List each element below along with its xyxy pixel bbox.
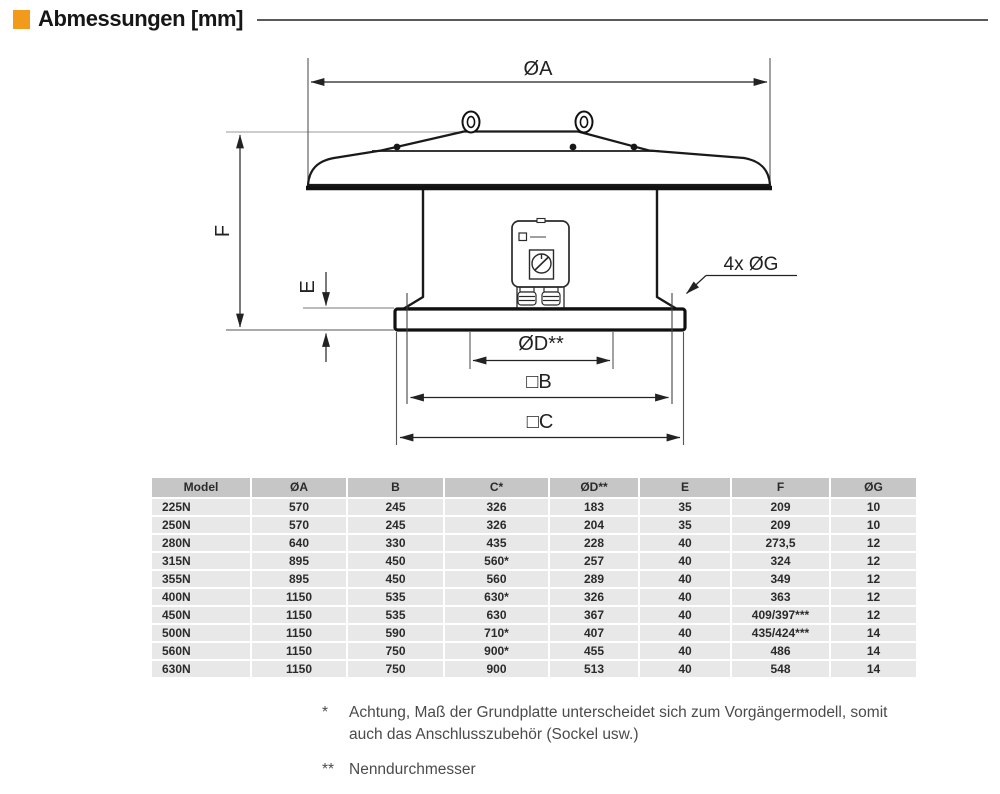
value-cell: 326 <box>550 589 638 605</box>
dim-label-square-c: □C <box>526 411 554 433</box>
cable-gland <box>542 287 560 305</box>
model-cell: 400N <box>152 589 250 605</box>
value-cell: 12 <box>831 589 916 605</box>
value-cell: 40 <box>640 589 730 605</box>
value-cell: 40 <box>640 661 730 677</box>
section-header <box>0 0 1000 38</box>
column-header: B <box>348 478 443 497</box>
value-cell: 1150 <box>252 589 346 605</box>
footnote <box>316 702 916 746</box>
value-cell: 14 <box>831 643 916 659</box>
title-rule <box>257 19 988 21</box>
footnote-marker: ** <box>322 761 335 778</box>
table-row <box>152 625 916 641</box>
column-header: ØG <box>831 478 916 497</box>
footnote <box>316 759 916 781</box>
table-row <box>152 661 916 677</box>
value-cell: 1150 <box>252 661 346 677</box>
value-cell: 35 <box>640 499 730 515</box>
table-row <box>152 517 916 533</box>
value-cell: 900 <box>445 661 548 677</box>
table-row <box>152 535 916 551</box>
value-cell: 12 <box>831 607 916 623</box>
table-row <box>152 589 916 605</box>
value-cell: 900* <box>445 643 548 659</box>
model-cell: 630N <box>152 661 250 677</box>
footnotes <box>316 702 916 794</box>
value-cell: 349 <box>732 571 829 587</box>
value-cell: 289 <box>550 571 638 587</box>
value-cell: 435 <box>445 535 548 551</box>
value-cell: 535 <box>348 589 443 605</box>
value-cell: 450 <box>348 553 443 569</box>
value-cell: 273,5 <box>732 535 829 551</box>
dim-label-square-b: □B <box>526 371 552 393</box>
value-cell: 1150 <box>252 607 346 623</box>
value-cell: 245 <box>348 517 443 533</box>
dim-label-e: E <box>297 280 319 294</box>
dim-label-f: F <box>212 224 234 238</box>
model-cell: 250N <box>152 517 250 533</box>
value-cell: 590 <box>348 625 443 641</box>
value-cell: 40 <box>640 643 730 659</box>
model-cell: 280N <box>152 535 250 551</box>
value-cell: 326 <box>445 517 548 533</box>
value-cell: 209 <box>732 499 829 515</box>
value-cell: 40 <box>640 553 730 569</box>
value-cell: 750 <box>348 643 443 659</box>
column-header: Model <box>152 478 250 497</box>
cable-gland <box>518 287 536 305</box>
dimensions-table-wrap <box>150 476 900 679</box>
column-header: E <box>640 478 730 497</box>
fan-hood <box>306 112 772 189</box>
holes-callout-leader <box>687 276 707 294</box>
dim-label-dia-d: ØD** <box>518 333 564 355</box>
model-cell: 225N <box>152 499 250 515</box>
table-header-row <box>152 478 916 497</box>
model-cell: 315N <box>152 553 250 569</box>
value-cell: 324 <box>732 553 829 569</box>
dimensions-table <box>150 476 918 679</box>
value-cell: 14 <box>831 625 916 641</box>
value-cell: 895 <box>252 571 346 587</box>
value-cell: 1150 <box>252 625 346 641</box>
value-cell: 407 <box>550 625 638 641</box>
value-cell: 228 <box>550 535 638 551</box>
page-title: Abmessungen [mm] <box>38 6 244 31</box>
table-row <box>152 607 916 623</box>
value-cell: 486 <box>732 643 829 659</box>
dim-label-dia-a: ØA <box>523 58 553 80</box>
value-cell: 630 <box>445 607 548 623</box>
value-cell: 10 <box>831 517 916 533</box>
value-cell: 450 <box>348 571 443 587</box>
value-cell: 570 <box>252 499 346 515</box>
accent-square-icon <box>13 10 30 29</box>
footnote-text: Achtung, Maß der Grundplatte unterscheidet sich zum Vorgängermodell, somit auch das Anschlusszubehör (Sockel usw.) <box>349 704 888 743</box>
model-cell: 355N <box>152 571 250 587</box>
value-cell: 12 <box>831 571 916 587</box>
column-header: C* <box>445 478 548 497</box>
value-cell: 363 <box>732 589 829 605</box>
hood-outline <box>308 132 770 186</box>
value-cell: 710* <box>445 625 548 641</box>
value-cell: 560 <box>445 571 548 587</box>
table-body <box>152 499 916 677</box>
value-cell: 640 <box>252 535 346 551</box>
base-plate <box>395 309 685 330</box>
table-row <box>152 643 916 659</box>
value-cell: 513 <box>550 661 638 677</box>
lifting-eye-right <box>576 112 593 133</box>
value-cell: 40 <box>640 625 730 641</box>
value-cell: 435/424*** <box>732 625 829 641</box>
table-row <box>152 499 916 515</box>
value-cell: 204 <box>550 517 638 533</box>
value-cell: 40 <box>640 607 730 623</box>
model-cell: 560N <box>152 643 250 659</box>
extension-lines <box>226 58 770 445</box>
table-row <box>152 571 916 587</box>
terminal-box <box>512 219 569 310</box>
value-cell: 183 <box>550 499 638 515</box>
footnote-text: Nenndurchmesser <box>349 761 476 778</box>
value-cell: 35 <box>640 517 730 533</box>
value-cell: 560* <box>445 553 548 569</box>
value-cell: 14 <box>831 661 916 677</box>
value-cell: 455 <box>550 643 638 659</box>
value-cell: 10 <box>831 499 916 515</box>
value-cell: 548 <box>732 661 829 677</box>
table-row <box>152 553 916 569</box>
value-cell: 895 <box>252 553 346 569</box>
model-cell: 500N <box>152 625 250 641</box>
value-cell: 367 <box>550 607 638 623</box>
value-cell: 409/397*** <box>732 607 829 623</box>
value-cell: 12 <box>831 535 916 551</box>
value-cell: 209 <box>732 517 829 533</box>
value-cell: 570 <box>252 517 346 533</box>
value-cell: 40 <box>640 571 730 587</box>
footnote-marker: * <box>322 704 329 721</box>
column-header: ØA <box>252 478 346 497</box>
value-cell: 330 <box>348 535 443 551</box>
model-cell: 450N <box>152 607 250 623</box>
lifting-eye-left <box>463 112 480 133</box>
value-cell: 257 <box>550 553 638 569</box>
value-cell: 12 <box>831 553 916 569</box>
value-cell: 630* <box>445 589 548 605</box>
value-cell: 750 <box>348 661 443 677</box>
column-header: ØD** <box>550 478 638 497</box>
value-cell: 245 <box>348 499 443 515</box>
value-cell: 40 <box>640 535 730 551</box>
value-cell: 1150 <box>252 643 346 659</box>
value-cell: 326 <box>445 499 548 515</box>
value-cell: 535 <box>348 607 443 623</box>
column-header: F <box>732 478 829 497</box>
dim-label-holes: 4x ØG <box>723 254 779 275</box>
